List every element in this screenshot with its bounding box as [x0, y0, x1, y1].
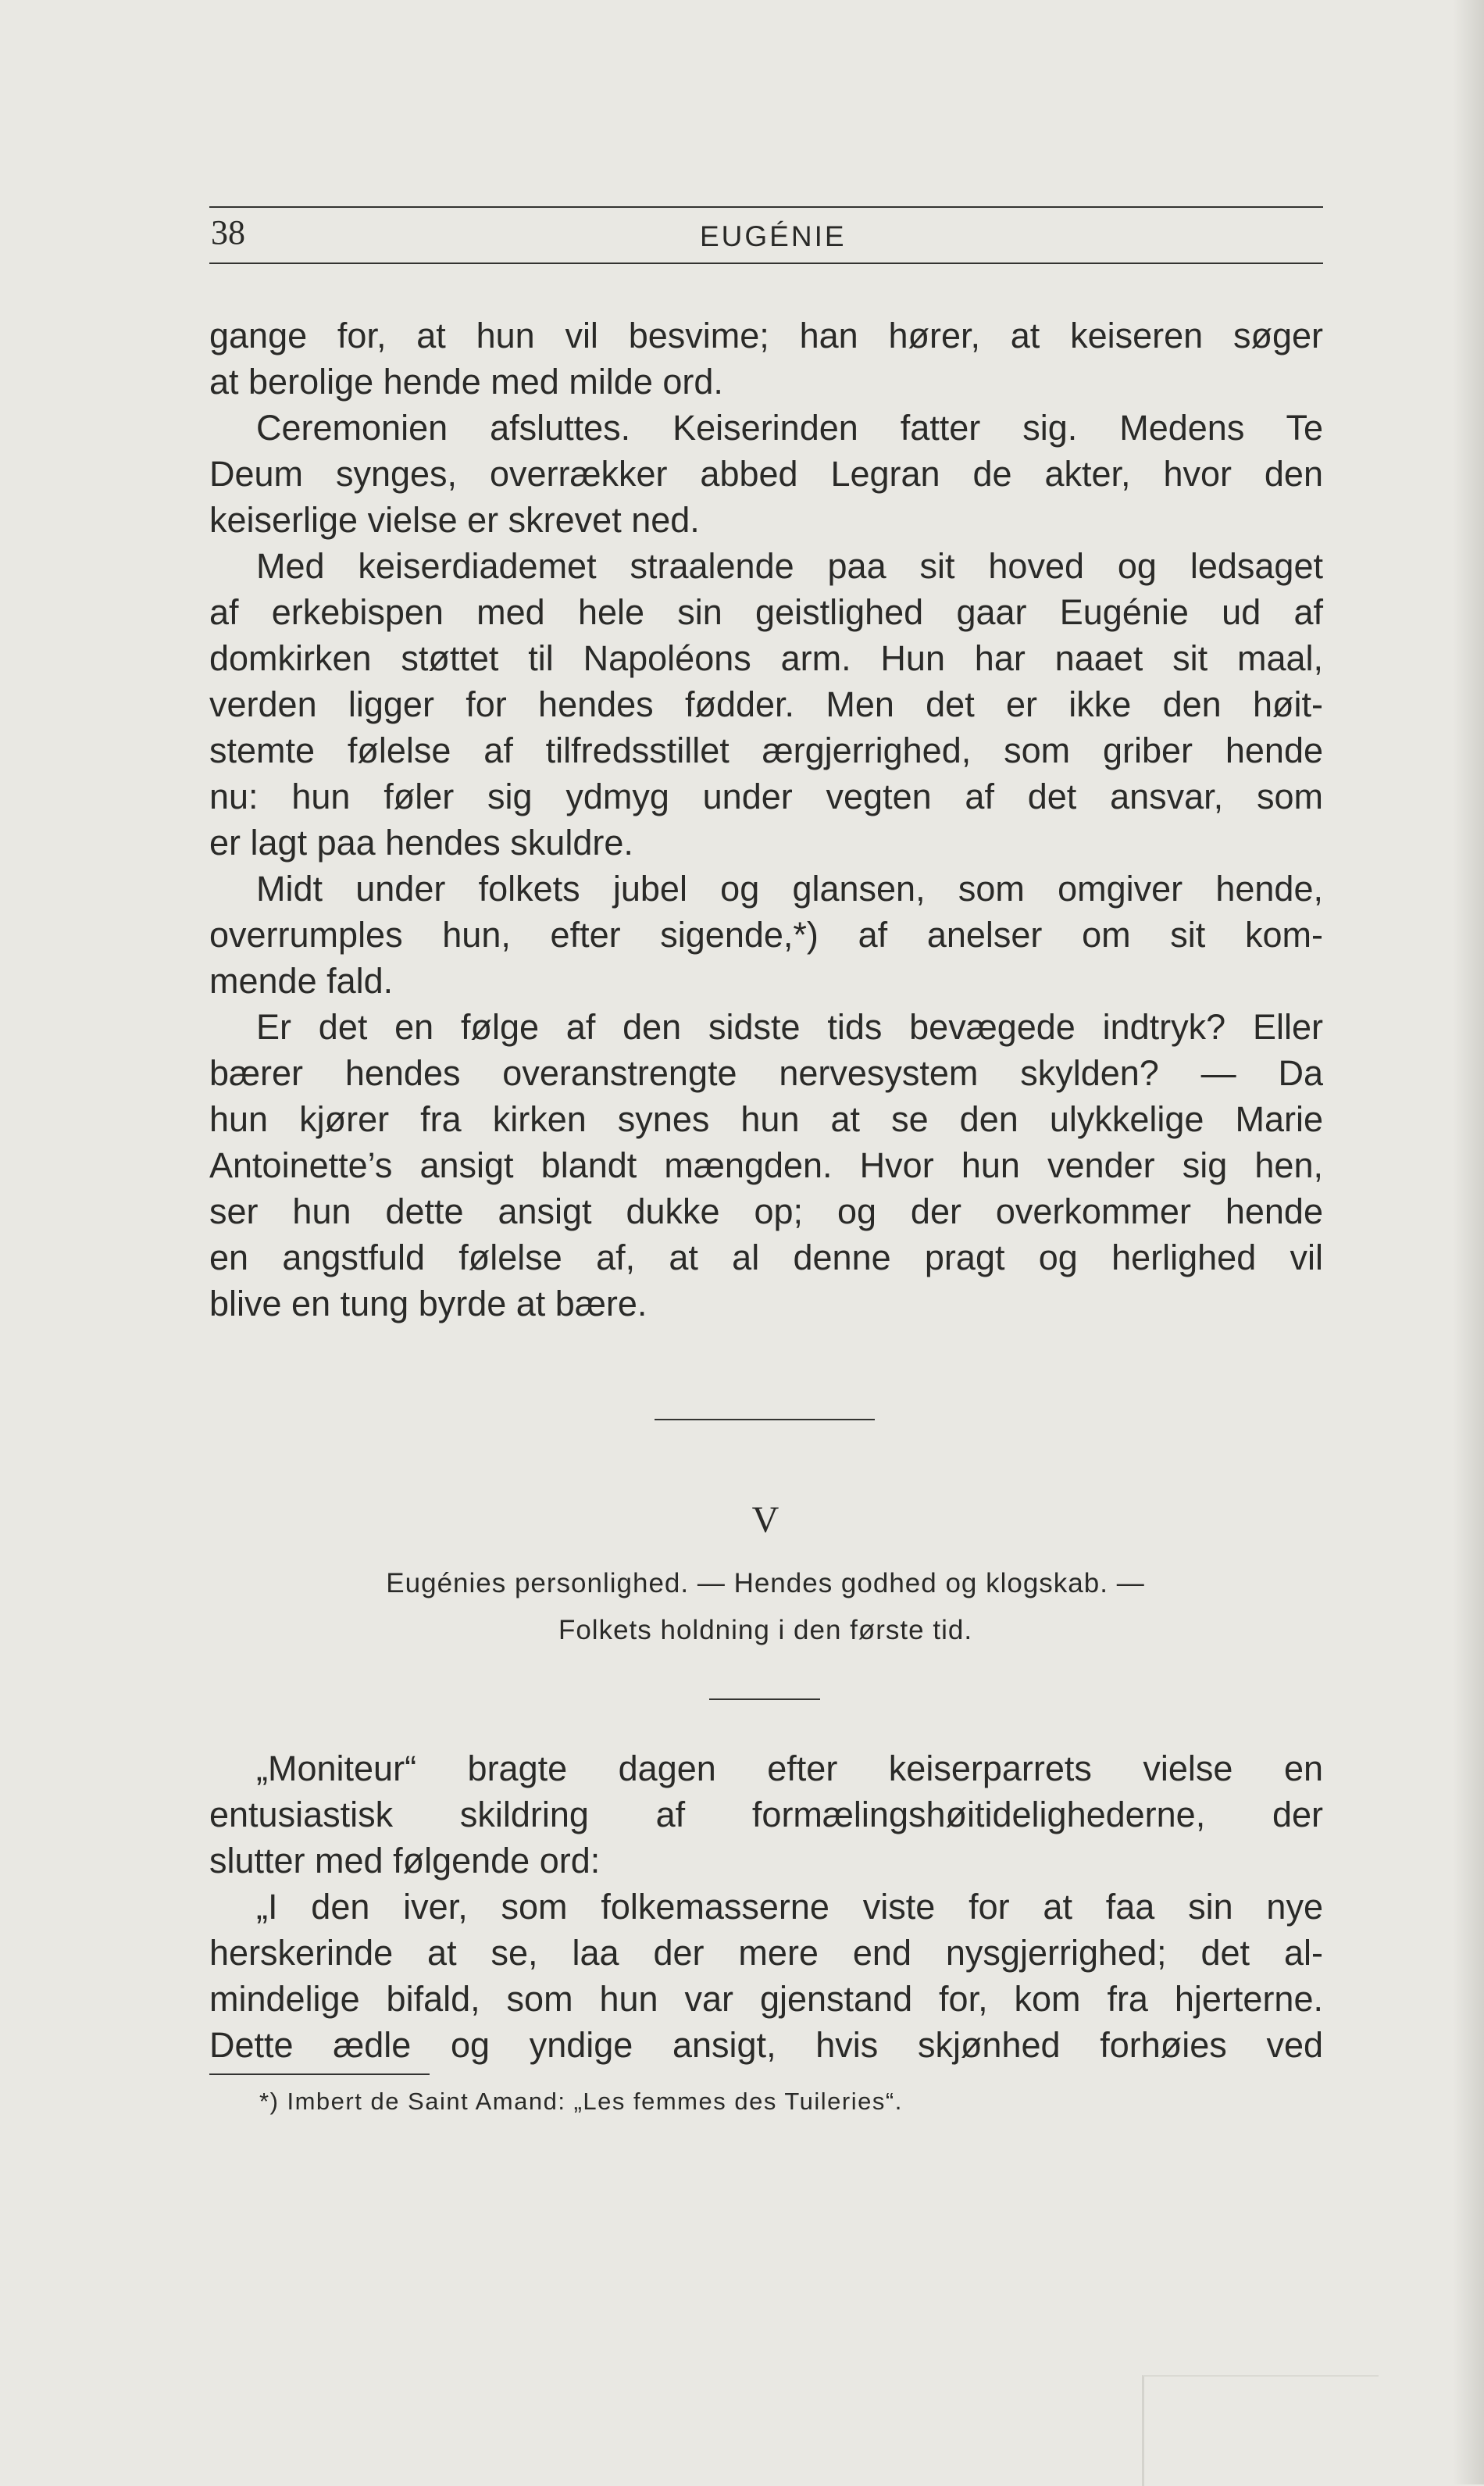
body-line: stemte følelse af tilfredsstillet ærgjerrighed, som griber hende	[209, 730, 1323, 770]
body-line: domkirken støttet til Napoléons arm. Hun har naaet sit maal,	[209, 638, 1323, 678]
footnote: *) Imbert de Saint Amand: „Les femmes des Tuileries“.	[259, 2088, 903, 2115]
page-number: 38	[211, 213, 245, 252]
body-line: Er det en følge af den sidste tids bevægede indtryk? Eller	[256, 1007, 1323, 1047]
body-line: ser hun dette ansigt dukke op; og der overkommer hende	[209, 1191, 1323, 1231]
header-top-rule	[209, 206, 1323, 208]
chapter-line: „Moniteur“ bragte dagen efter keiserparrets vielse en	[256, 1748, 1323, 1788]
chapter-line: herskerinde at se, laa der mere end nysgjerrighed; det al-	[209, 1933, 1323, 1973]
body-line: Ceremonien afsluttes. Keiserinden fatter sig. Medens Te	[256, 408, 1323, 448]
header-bottom-rule	[209, 263, 1323, 264]
chapter-summary-rule	[709, 1698, 820, 1700]
body-line: overrumples hun, efter sigende,*) af anelser om sit kom-	[209, 915, 1323, 955]
body-line: gange for, at hun vil besvime; han hører, at keiseren søger	[209, 316, 1323, 355]
body-line: Med keiserdiademet straalende paa sit hoved og ledsaget	[256, 546, 1323, 586]
body-line: verden ligger for hendes fødder. Men det er ikke den høit-	[209, 684, 1323, 724]
body-line: Midt under folkets jubel og glansen, som omgiver hende,	[256, 869, 1323, 909]
chapter-divider-rule	[655, 1419, 875, 1420]
body-line: Antoinette’s ansigt blandt mængden. Hvor hun vender sig hen,	[209, 1145, 1323, 1185]
chapter-summary-line: Folkets holdning i den første tid.	[558, 1615, 973, 1645]
body-line: mende fald.	[209, 961, 394, 1001]
body-line: Deum synges, overrækker abbed Legran de akter, hvor den	[209, 454, 1323, 494]
body-line: af erkebispen med hele sin geistlighed gaar Eugénie ud af	[209, 592, 1323, 632]
body-line: er lagt paa hendes skuldre.	[209, 823, 633, 863]
chapter-summary-line: Eugénies personlighed. — Hendes godhed og klogskab. —	[386, 1568, 1145, 1598]
chapter-line: Dette ædle og yndige ansigt, hvis skjønhed forhøies ved	[209, 2025, 1323, 2065]
body-line: bærer hendes overanstrengte nervesystem skylden? — Da	[209, 1053, 1323, 1093]
body-line: en angstfuld følelse af, at al denne pragt og herlighed vil	[209, 1238, 1323, 1277]
page-edge-shadow	[1453, 0, 1484, 2484]
body-line: at berolige hende med milde ord.	[209, 362, 723, 402]
chapter-numeral: V	[751, 1499, 779, 1541]
running-title: EUGÉNIE	[700, 220, 847, 252]
body-line: nu: hun føler sig ydmyg under vegten af det ansvar, som	[209, 777, 1323, 816]
footnote-rule	[209, 2073, 430, 2075]
body-line: blive en tung byrde at bære.	[209, 1284, 647, 1323]
library-stamp-mark	[1142, 2375, 1379, 2486]
chapter-line: mindelige bifald, som hun var gjenstand for, kom fra hjerterne.	[209, 1979, 1323, 2019]
body-line: keiserlige vielse er skrevet ned.	[209, 500, 700, 540]
chapter-line: slutter med følgende ord:	[209, 1841, 601, 1881]
chapter-line: entusiastisk skildring af formælingshøitidelighederne, der	[209, 1795, 1323, 1834]
body-line: hun kjører fra kirken synes hun at se den ulykkelige Marie	[209, 1099, 1323, 1139]
chapter-line: „I den iver, som folkemasserne viste for at faa sin nye	[256, 1887, 1323, 1927]
